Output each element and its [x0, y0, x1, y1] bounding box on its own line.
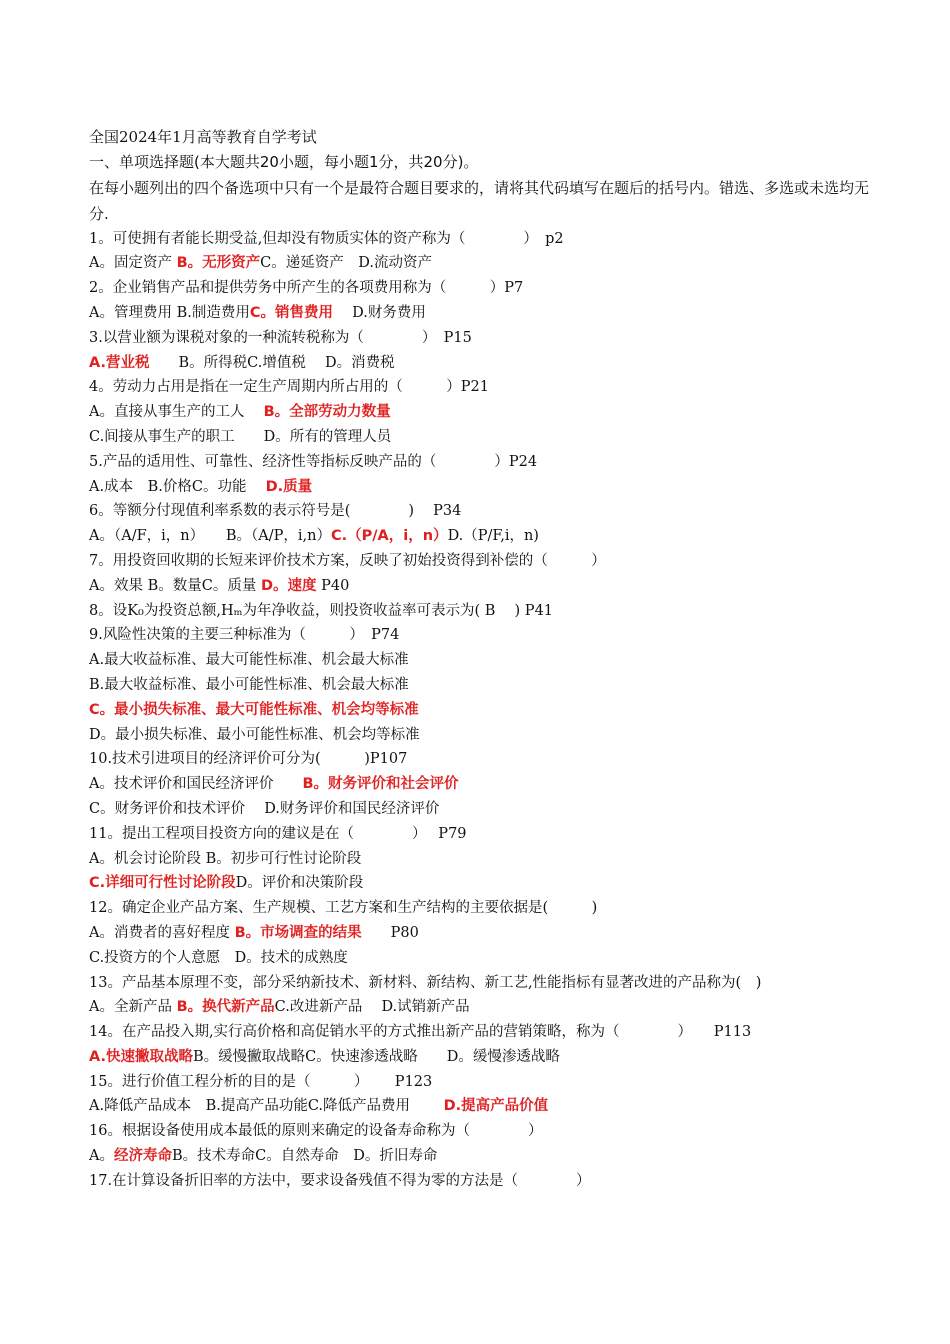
- question-line: [89, 425, 869, 450]
- question-line: [89, 549, 869, 574]
- question-line: [89, 227, 869, 252]
- line-text: B。缓慢撇取战略C。快速渗透战略 D。缓慢渗透战略: [193, 1048, 560, 1065]
- answer-highlight: A.营业税: [89, 354, 150, 371]
- answer-highlight: B。市场调查的结果: [234, 924, 362, 941]
- line-text: 7。用投资回收期的长短来评价技术方案，反映了初始投资得到补偿的（ ）: [89, 552, 606, 569]
- answer-highlight: B。换代新产品: [176, 999, 275, 1016]
- question-line: [89, 251, 869, 276]
- question-line: [89, 1020, 869, 1045]
- question-line: [89, 574, 869, 599]
- line-text: 13。产品基本原理不变，部分采纳新技术、新材料、新结构、新工艺,性能指标有显著改进的产品称为( ): [89, 974, 762, 991]
- line-text: 8。设K₀为投资总额,Hₘ为年净收益，则投资收益率可表示为( B ) P41: [89, 602, 554, 619]
- line-text: C.间接从事生产的职工 D。所有的管理人员: [89, 428, 392, 445]
- question-line: [89, 1119, 869, 1144]
- question-list: [89, 227, 869, 1194]
- question-line: [89, 698, 869, 723]
- line-text: C.改进新产品 D.试销新产品: [274, 999, 470, 1016]
- line-text: A。直接从事生产的工人: [89, 404, 264, 421]
- line-text: 10.技术引进项目的经济评价可分为( )P107: [89, 751, 408, 768]
- question-line: [89, 1094, 869, 1119]
- line-text: 2。企业销售产品和提供劳务中所产生的各项费用称为（ ）P7: [89, 280, 524, 297]
- question-line: [89, 946, 869, 971]
- question-line: [89, 747, 869, 772]
- line-text: 17.在计算设备折旧率的方法中，要求设备残值不得为零的方法是（ ）: [89, 1172, 591, 1189]
- answer-highlight: B。财务评价和社会评价: [302, 776, 459, 793]
- answer-highlight: B。无形资产: [176, 255, 261, 272]
- question-line: [89, 1144, 869, 1169]
- line-text: 15。进行价值工程分析的目的是（ ） P123: [89, 1073, 433, 1090]
- line-text: 9.风险性决策的主要三种标准为（ ） P74: [89, 627, 400, 644]
- line-text: 11。提出工程项目投资方向的建议是在（ ） P79: [89, 825, 467, 842]
- line-text: 1。可使拥有者能长期受益,但却没有物质实体的资产称为（ ） p2: [89, 230, 564, 247]
- question-line: [89, 1070, 869, 1095]
- line-text: D。最小损失标准、最小可能性标准、机会均等标准: [89, 726, 420, 743]
- question-line: [89, 822, 869, 847]
- line-text: A。效果 B。数量C。质量: [89, 577, 261, 594]
- line-text: A.降低产品成本 B.提高产品功能C.降低产品费用: [89, 1098, 444, 1115]
- exam-title: 全国2024年1月高等教育自学考试: [89, 128, 317, 146]
- line-text: 16。根据设备使用成本最低的原则来确定的设备寿命称为（ ）: [89, 1123, 543, 1140]
- line-text: A。全新产品: [89, 999, 177, 1016]
- question-line: [89, 475, 869, 500]
- answer-highlight: A.快速撇取战略: [89, 1048, 193, 1065]
- question-line: [89, 723, 869, 748]
- answer-highlight: C.（P/A，i，n）: [330, 528, 448, 545]
- question-line: [89, 871, 869, 896]
- line-text: 5.产品的适用性、可靠性、经济性等指标反映产品的（ ）P24: [89, 453, 538, 470]
- answer-highlight: D.提高产品价值: [443, 1098, 549, 1115]
- line-text: D。评价和决策阶段: [235, 875, 364, 892]
- line-text: B。所得税C.增值税 D。消费税: [149, 354, 395, 371]
- question-line: [89, 648, 869, 673]
- question-line: [89, 276, 869, 301]
- question-line: [89, 971, 869, 996]
- answer-highlight: D。速度: [260, 577, 317, 594]
- line-text: A。机会讨论阶段 B。初步可行性讨论阶段: [89, 850, 362, 867]
- question-line: [89, 847, 869, 872]
- line-text: 12。确定企业产品方案、生产规模、工艺方案和生产结构的主要依据是( ): [89, 900, 598, 917]
- answer-highlight: B。全部劳动力数量: [263, 404, 391, 421]
- line-text: A。固定资产: [89, 255, 177, 272]
- answer-highlight: 经济寿命: [113, 1148, 172, 1165]
- question-line: [89, 995, 869, 1020]
- question-line: [89, 797, 869, 822]
- question-line: [89, 326, 869, 351]
- question-line: [89, 673, 869, 698]
- line-text: 4。劳动力占用是指在一定生产周期内所占用的（ ）P21: [89, 379, 489, 396]
- question-line: [89, 772, 869, 797]
- instructions: 在每小题列出的四个备选项中只有一个是最符合题目要求的，请将其代码填写在题后的括号内。错选、多选或未选均无分.: [89, 178, 870, 223]
- line-text: A.最大收益标准、最大可能性标准、机会最大标准: [89, 652, 409, 669]
- line-text: A。管理费用 B.制造费用: [89, 304, 250, 321]
- answer-highlight: C.详细可行性讨论阶段: [89, 875, 236, 892]
- line-text: D.（P/F,i，n): [447, 528, 539, 545]
- exam-document: [89, 125, 869, 1194]
- line-text: 14。在产品投入期,实行高价格和高促销水平的方式推出新产品的营销策略，称为（ ） P113: [89, 1024, 752, 1041]
- line-text: 6。等额分付现值利率系数的表示符号是( ) P34: [89, 503, 462, 520]
- line-text: P40: [316, 577, 350, 594]
- question-line: [89, 896, 869, 921]
- answer-highlight: C。销售费用: [249, 304, 334, 321]
- line-text: C.投资方的个人意愿 D。技术的成熟度: [89, 949, 348, 966]
- question-line: [89, 1045, 869, 1070]
- line-text: C。递延资产 D.流动资产: [260, 255, 432, 272]
- question-line: [89, 450, 869, 475]
- line-text: A.成本 B.价格C。功能: [89, 478, 266, 495]
- line-text: A。技术评价和国民经济评价: [89, 776, 303, 793]
- line-text: D.财务费用: [333, 304, 426, 321]
- answer-highlight: C。最小损失标准、最大可能性标准、机会均等标准: [89, 701, 419, 718]
- section-heading: 一、单项选择题(本大题共20小题，每小题1分，共20分)。: [89, 152, 479, 171]
- question-line: [89, 400, 869, 425]
- line-text: B。技术寿命C。自然寿命 D。折旧寿命: [171, 1148, 438, 1165]
- line-text: P80: [361, 924, 419, 941]
- question-line: [89, 1169, 869, 1194]
- line-text: A。（A/F，i，n） B。（A/P，i,n）: [89, 528, 331, 545]
- line-text: A。消费者的喜好程度: [89, 924, 235, 941]
- question-line: [89, 599, 869, 624]
- question-line: [89, 375, 869, 400]
- question-line: [89, 921, 869, 946]
- question-line: [89, 623, 869, 648]
- question-line: [89, 301, 869, 326]
- line-text: B.最大收益标准、最小可能性标准、机会最大标准: [89, 676, 409, 693]
- line-text: 3.以营业额为课税对象的一种流转税称为（ ） P15: [89, 329, 472, 346]
- line-text: A。: [89, 1148, 114, 1165]
- question-line: [89, 499, 869, 524]
- answer-highlight: D.质量: [265, 478, 313, 495]
- question-line: [89, 351, 869, 376]
- question-line: [89, 524, 869, 549]
- line-text: C。财务评价和技术评价 D.财务评价和国民经济评价: [89, 800, 440, 817]
